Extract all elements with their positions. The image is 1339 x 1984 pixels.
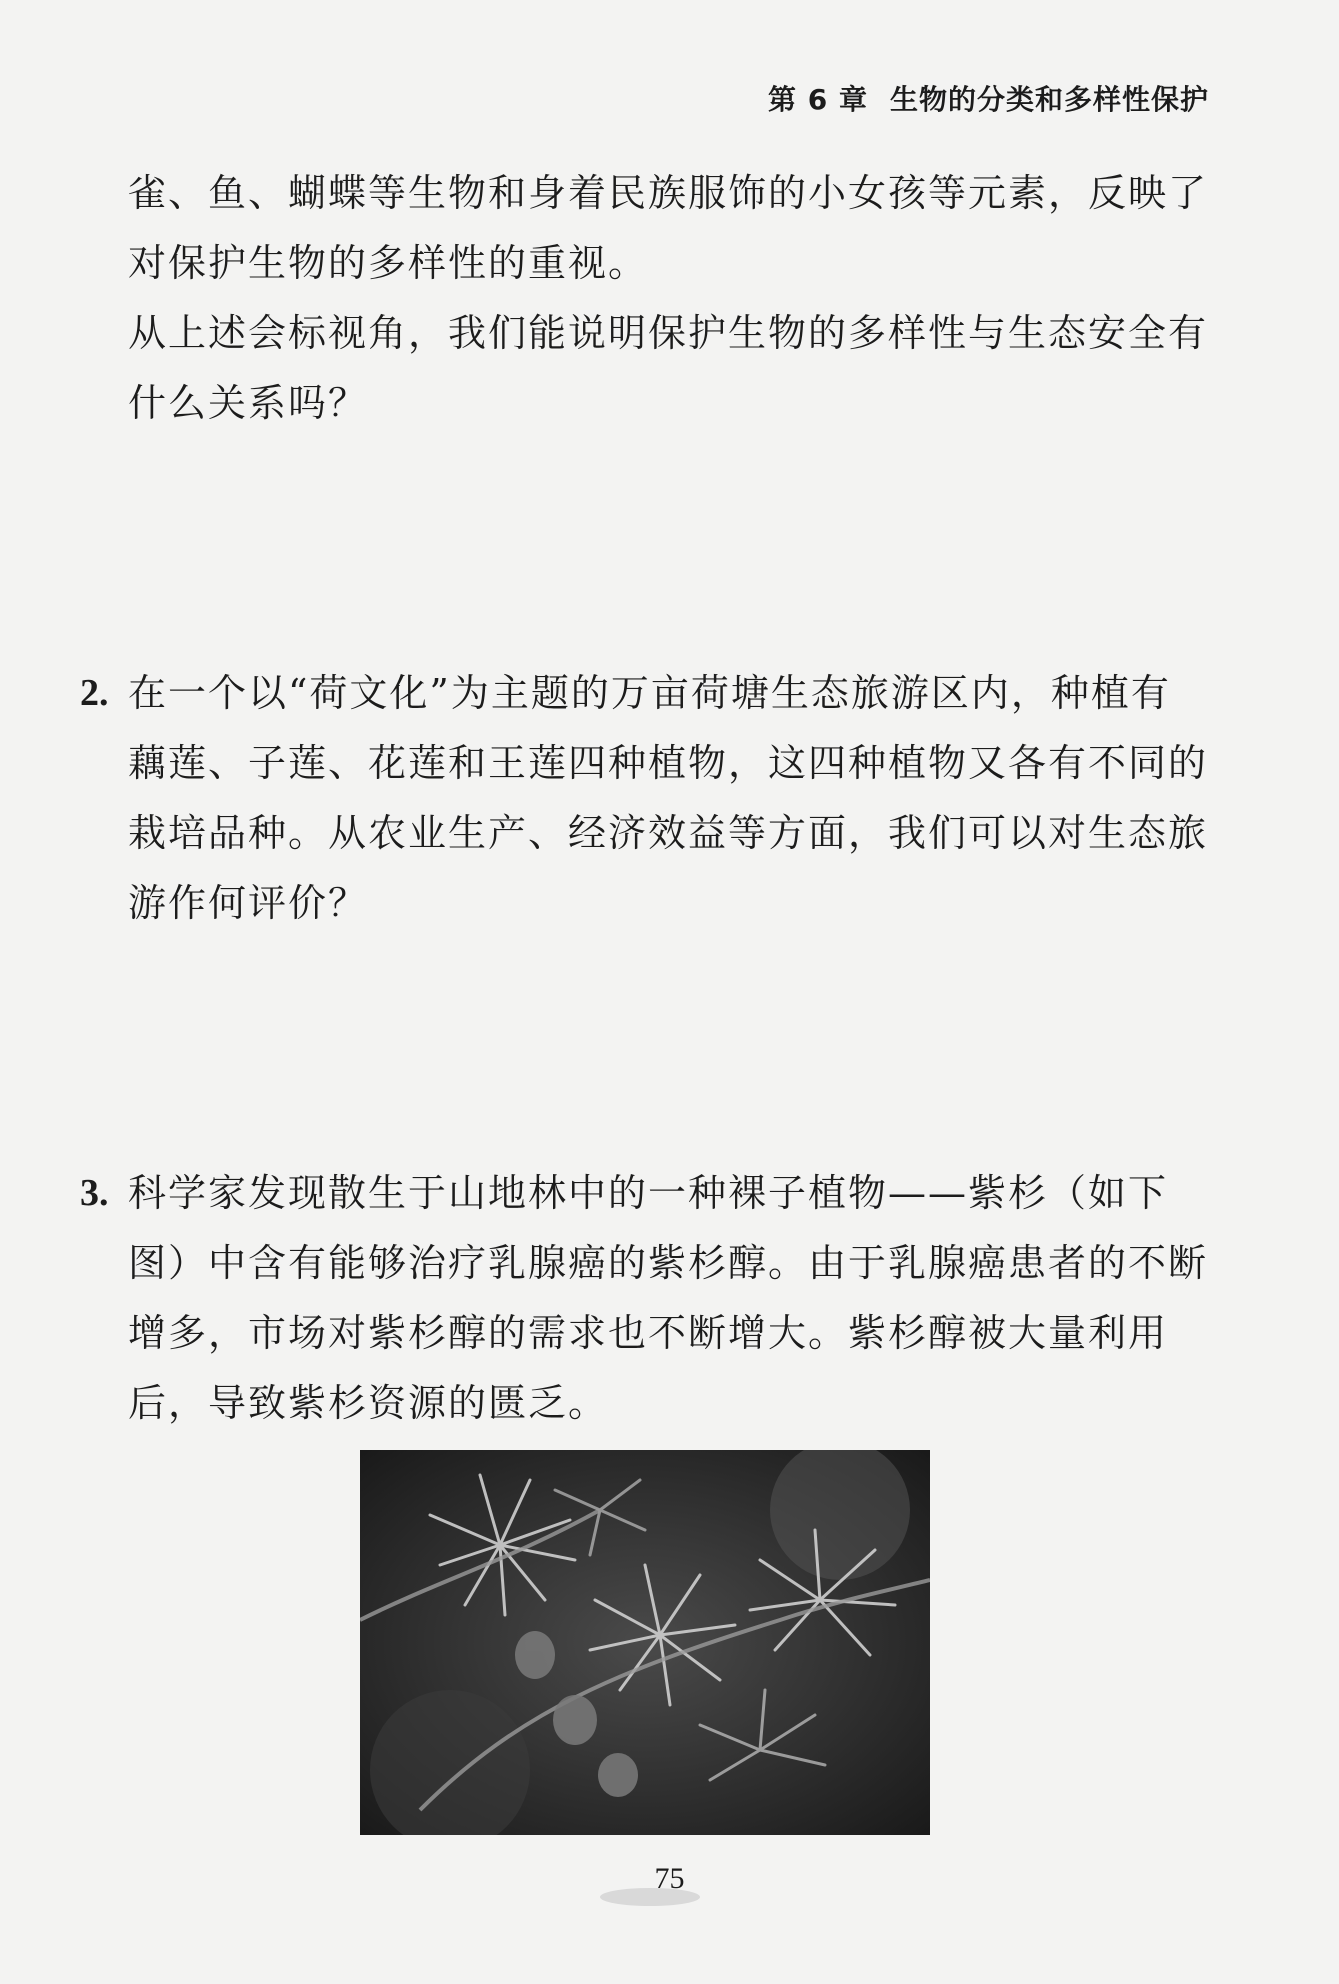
yew-plant-photo: [360, 1450, 930, 1835]
chapter-title: 生物的分类和多样性保护: [889, 83, 1209, 116]
question-1-continuation: 雀、鱼、蝴蝶等生物和身着民族服饰的小女孩等元素，反映了对保护生物的多样性的重视。: [128, 171, 1209, 285]
question-2-text: 在一个以“荷文化”为主题的万亩荷塘生态旅游区内，种植有藕莲、子莲、花莲和王莲四种植物，这四种植物又各有不同的栽培品种。从农业生产、经济效益等方面，我们可以对生态旅游作何评价？: [128, 671, 1209, 925]
page-number: 75: [654, 1862, 685, 1895]
chapter-label: 第 6 章: [768, 83, 868, 116]
question-3-text: 科学家发现散生于山地林中的一种裸子植物——紫杉（如下图）中含有能够治疗乳腺癌的紫杉醇。由于乳腺癌患者的不断增多，市场对紫杉醇的需求也不断增大。紫杉醇被大量利用后，导致紫杉资源的匮乏。: [128, 1171, 1209, 1425]
question-1-prompt: 从上述会标视角，我们能说明保护生物的多样性与生态安全有什么关系吗？: [128, 311, 1209, 425]
question-3-number: 3.: [80, 1172, 109, 1214]
question-2-number: 2.: [80, 672, 109, 714]
running-header: [768, 78, 1209, 118]
